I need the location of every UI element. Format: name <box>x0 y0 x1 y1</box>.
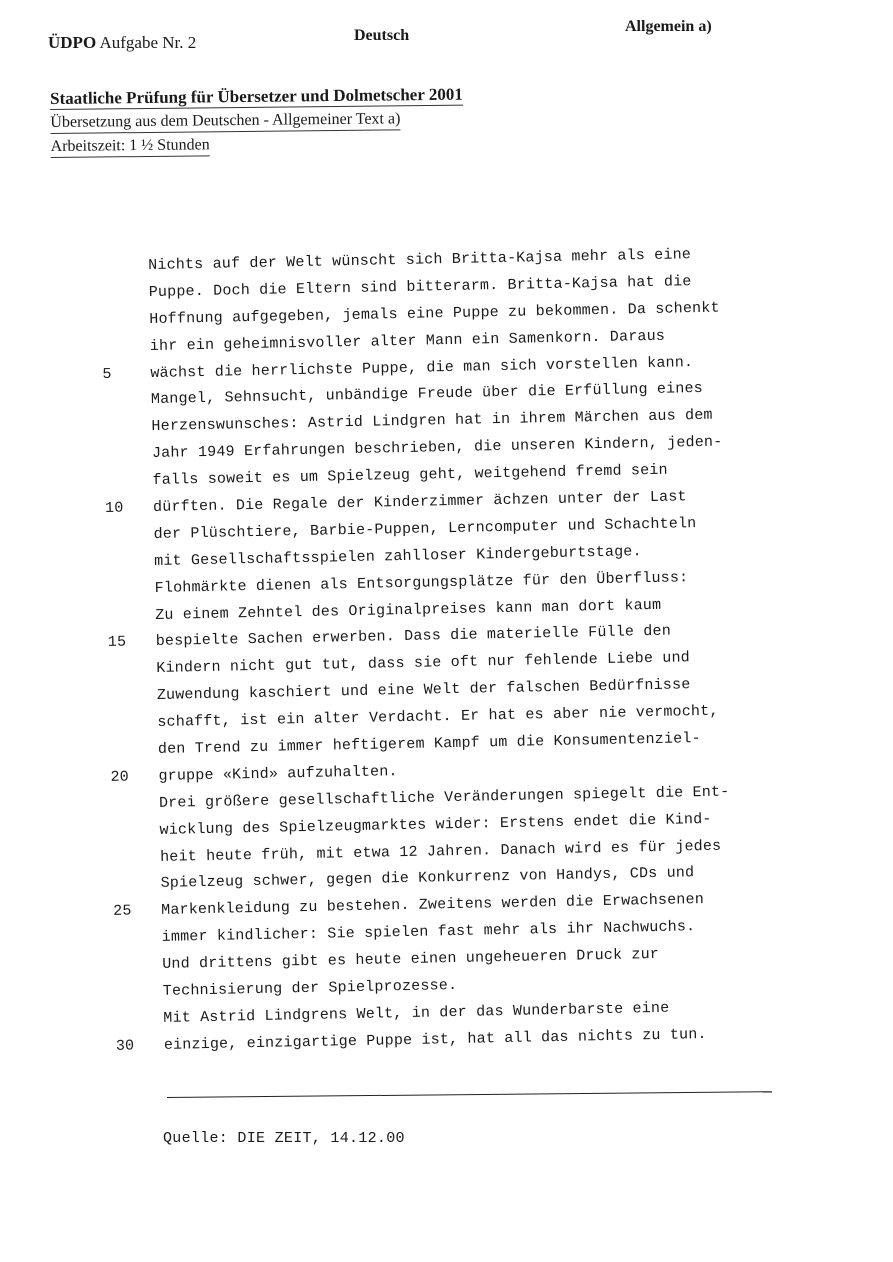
exam-title: Staatliche Prüfung für Übersetzer und Dolmetscher 2001 <box>50 84 463 108</box>
exam-time: Arbeitszeit: 1 ½ Stunden <box>51 134 210 158</box>
line-text: einzige, einzigartige Puppe ist, hat all das nichts zu tun. <box>163 1025 707 1054</box>
line-number <box>100 253 130 254</box>
line-text: Technisierung der Spielprozesse. <box>162 977 458 1000</box>
line-text: Herzenswunsches: Astrid Lindgren hat in ihrem Märchen aus dem <box>151 407 713 436</box>
line-number <box>111 818 141 819</box>
line-text: Flohmärkte dienen als Entsorgungsplätze für den Überfluss: <box>154 568 689 597</box>
exam-subtitle: Übersetzung aus dem Deutschen - Allgemeiner Text a) <box>50 108 400 134</box>
line-number <box>112 872 142 873</box>
header-task-number <box>48 33 196 53</box>
line-text: schafft, ist ein alter Verdacht. Er hat es aber nie vermocht, <box>157 702 719 732</box>
line-number <box>104 442 134 443</box>
line-number <box>114 952 144 953</box>
line-number <box>109 684 139 685</box>
line-number <box>110 737 140 738</box>
line-number <box>104 468 134 469</box>
header-category: Allgemein a) <box>625 18 712 35</box>
line-number <box>101 280 131 281</box>
line-number: 10 <box>104 499 124 517</box>
line-number <box>112 845 142 846</box>
header-language: Deutsch <box>354 27 410 44</box>
line-text: Und drittens gibt es heute einen ungeheueren Druck zur <box>162 946 660 974</box>
line-text: der Plüschtiere, Barbie-Puppen, Lerncomputer und Schachteln <box>153 514 697 543</box>
source-citation: Quelle: DIE ZEIT, 14.12.00 <box>163 1130 405 1147</box>
line-text: falls soweit es um Spielzeug geht, weitgehend fremd sein <box>152 461 668 490</box>
line-number: 30 <box>115 1037 135 1055</box>
line-number <box>101 307 131 308</box>
line-number <box>106 549 136 550</box>
line-text: Spielzeug schwer, gegen die Konkurrenz von Handys, CDs und <box>160 864 695 893</box>
line-number: 15 <box>107 634 127 652</box>
line-text: wächst die herrlichste Puppe, die man sich vorstellen kann. <box>150 353 694 382</box>
line-text: Nichts auf der Welt wünscht sich Britta-Kajsa mehr als eine <box>148 246 692 275</box>
separator-rule <box>167 1091 772 1098</box>
line-text: Kindern nicht gut tut, dass sie oft nur fehlende Liebe und <box>156 649 691 678</box>
line-text: gruppe «Kind» aufzuhalten. <box>158 763 398 785</box>
line-number <box>115 1006 145 1007</box>
line-text: Hoffnung aufgegeben, jemals eine Puppe zu bekommen. Da schenkt <box>149 299 720 328</box>
line-number <box>108 657 138 658</box>
header-udpo-label: ÜDPO <box>48 33 97 52</box>
line-text: bespielte Sachen erwerben. Dass die materielle Fülle den <box>155 623 672 651</box>
line-number <box>111 791 141 792</box>
line-text: Markenkleidung zu bestehen. Zweitens werden die Erwachsenen <box>161 891 705 920</box>
exam-info-block <box>50 84 463 160</box>
line-text: Zu einem Zehntel des Originalpreises kann man dort kaum <box>155 596 662 624</box>
line-text: Mit Astrid Lindgrens Welt, in der das Wunderbarste eine <box>163 999 670 1027</box>
line-number <box>103 415 133 416</box>
line-number: 20 <box>110 768 130 786</box>
line-number <box>106 576 136 577</box>
line-text: immer kindlicher: Sie spielen fast mehr als ihr Nachwuchs. <box>161 918 696 947</box>
line-number <box>115 979 145 980</box>
line-text: mit Gesellschaftsspielen zahlloser Kindergeburtstage. <box>154 542 642 570</box>
line-number <box>103 388 133 389</box>
line-text: ihr ein geheimnisvoller alter Mann ein Samenkorn. Daraus <box>149 327 666 355</box>
line-number: 25 <box>113 902 132 921</box>
line-text: Puppe. Doch die Eltern sind bitterarm. Britta-Kajsa hat die <box>148 273 692 301</box>
line-number: 5 <box>102 365 112 383</box>
header-task-label: Aufgabe Nr. 2 <box>96 33 197 52</box>
line-text: Jahr 1949 Erfahrungen beschrieben, die unseren Kindern, jeden- <box>151 433 723 463</box>
line-text: Zuwendung kaschiert und eine Welt der falschen Bedürfnisse <box>156 676 691 705</box>
line-number <box>109 710 139 711</box>
line-text: heit heute früh, mit etwa 12 Jahren. Danach wird es für jedes <box>159 837 722 866</box>
line-text: dürften. Die Regale der Kinderzimmer ächzen unter der Last <box>152 488 687 516</box>
line-number <box>113 926 143 927</box>
article-text <box>100 240 816 1061</box>
line-text: den Trend zu immer heftigerem Kampf um die Konsumentenziel- <box>157 730 701 758</box>
line-number <box>107 603 137 604</box>
line-text: wicklung des Spielzeugmarktes wider: Erstens endet die Kind- <box>159 810 712 839</box>
line-text: Drei größere gesellschaftliche Veränderungen spiegelt die Ent- <box>158 783 730 812</box>
line-text: Mangel, Sehnsucht, unbändige Freude über die Erfüllung eines <box>150 380 704 409</box>
line-number <box>105 522 135 523</box>
line-number <box>102 334 132 335</box>
